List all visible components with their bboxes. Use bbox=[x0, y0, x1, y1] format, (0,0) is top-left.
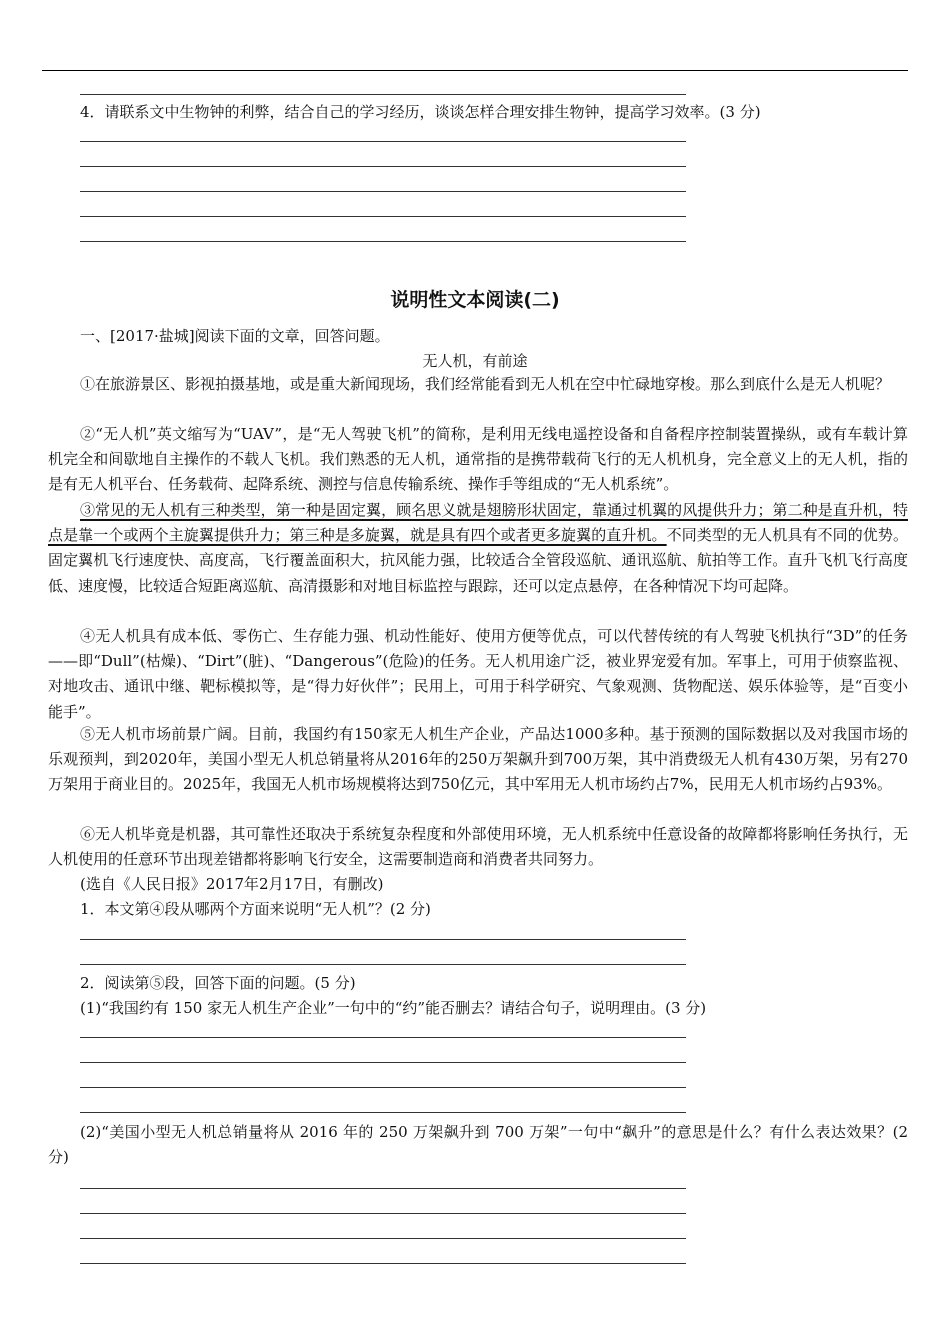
section-title: 说明性文本阅读(二) bbox=[390, 289, 560, 311]
header-rule bbox=[42, 70, 908, 71]
question-2-1: (1)“我国约有 150 家无人机生产企业”一句中的“约”能否删去？请结合句子，说明理由。(3 分) bbox=[80, 999, 707, 1017]
answer-line[interactable] bbox=[80, 1112, 686, 1113]
answer-line[interactable] bbox=[80, 964, 686, 965]
article-paragraph-1: ①在旅游景区、影视拍摄基地，或是重大新闻现场，我们经常能看到无人机在空中忙碌地穿梭。那么到底什么是无人机呢？ bbox=[80, 375, 891, 393]
article-paragraph-2: ②“无人机”英文缩写为“UAV”，是“无人驾驶飞机”的简称，是利用无线电遥控设备和自备程序控制装置操纵，或有车载计算机完全和间歇地自主操作的不载人飞机。我们熟悉的无人机，通常指的是携带载荷飞行的无人机机身，完全意义上的无人机，指的是有无人机平台、任务载荷、起降系统、测控与信息传输系统、操作手等组成的“无人机系统”。 bbox=[48, 425, 908, 494]
answer-line[interactable] bbox=[80, 1062, 686, 1063]
answer-line[interactable] bbox=[80, 1263, 686, 1264]
answer-line[interactable] bbox=[80, 1238, 686, 1239]
question-2-2: (2)“美国小型无人机总销量将从 2016 年的 250 万架飙升到 700 万架”一句中“飙升”的意思是什么？有什么表达效果？(2 分) bbox=[48, 1123, 908, 1167]
paragraph-3-rest: 不同类型的无人机具有不同的优势。固定翼机飞行速度快、高度高，飞行覆盖面积大，抗风能力强，比较适合全管段巡航、通讯巡航、航拍等工作。直升飞机飞行高度低、速度慢，比较适合短距离巡航、高清摄影和对地目标监控与跟踪，还可以定点悬停，在各种情况下均可起降。 bbox=[48, 526, 908, 595]
article-paragraph-3 bbox=[48, 498, 908, 599]
article-paragraph-6: ⑥无人机毕竟是机器，其可靠性还取决于系统复杂程度和外部使用环境，无人机系统中任意设备的故障都将影响任务执行，无人机使用的任意环节出现差错都将影响飞行安全，这需要制造商和消费者共同努力。 bbox=[48, 825, 908, 869]
article-title: 无人机，有前途 bbox=[422, 352, 528, 370]
question-1: 1．本文第④段从哪两个方面来说明“无人机”？(2 分) bbox=[80, 900, 431, 918]
article-source: (选自《人民日报》2017年2月17日，有删改) bbox=[80, 875, 384, 893]
question-2: 2．阅读第⑤段，回答下面的问题。(5 分) bbox=[80, 974, 356, 992]
underlined-sentence: ③常见的无人机有三种类型，第一种是固定翼，顾名思义就是翅膀形状固定，靠通过机翼的风提供升力；第二种是直升机，特点是靠一个或两个主旋翼提供升力；第三种是多旋翼，就是具有四个或者更多旋翼的直升机。 bbox=[48, 501, 908, 545]
answer-line[interactable] bbox=[80, 141, 686, 142]
answer-line[interactable] bbox=[80, 216, 686, 217]
answer-line[interactable] bbox=[80, 939, 686, 940]
answer-line[interactable] bbox=[80, 1213, 686, 1214]
answer-line[interactable] bbox=[80, 166, 686, 167]
answer-line[interactable] bbox=[80, 1087, 686, 1088]
answer-line[interactable] bbox=[80, 241, 686, 242]
answer-line[interactable] bbox=[80, 191, 686, 192]
answer-line[interactable] bbox=[80, 1037, 686, 1038]
article-paragraph-5: ⑤无人机市场前景广阔。目前，我国约有150家无人机生产企业，产品达1000多种。基于预测的国际数据以及对我国市场的乐观预判，到2020年，美国小型无人机总销量将从2016年的250万架飙升到700万架，其中消费级无人机有430万架，另有270万架用于商业目的。2025年，我国无人机市场规模将达到750亿元，其中军用无人机市场约占7%，民用无人机市场约占93%。 bbox=[48, 725, 908, 794]
question-4: 4．请联系文中生物钟的利弊，结合自己的学习经历，谈谈怎样合理安排生物钟，提高学习效率。(3 分) bbox=[80, 103, 761, 121]
section-intro: 一、[2017·盐城]阅读下面的文章，回答问题。 bbox=[80, 327, 390, 345]
answer-line[interactable] bbox=[80, 1188, 686, 1189]
answer-line[interactable] bbox=[80, 94, 686, 95]
article-paragraph-4: ④无人机具有成本低、零伤亡、生存能力强、机动性能好、使用方便等优点，可以代替传统的有人驾驶飞机执行“3D”的任务——即“Dull”(枯燥)、“Dirt”(脏)、“Dangerous”(危险)的任务。无人机用途广泛，被业界宠爱有加。军事上，可用于侦察监视、对地攻击、通讯中继、靶标模拟等，是“得力好伙伴”；民用上，可用于科学研究、气象观测、货物配送、娱乐体验等，是“百变小能手”。 bbox=[48, 627, 908, 721]
